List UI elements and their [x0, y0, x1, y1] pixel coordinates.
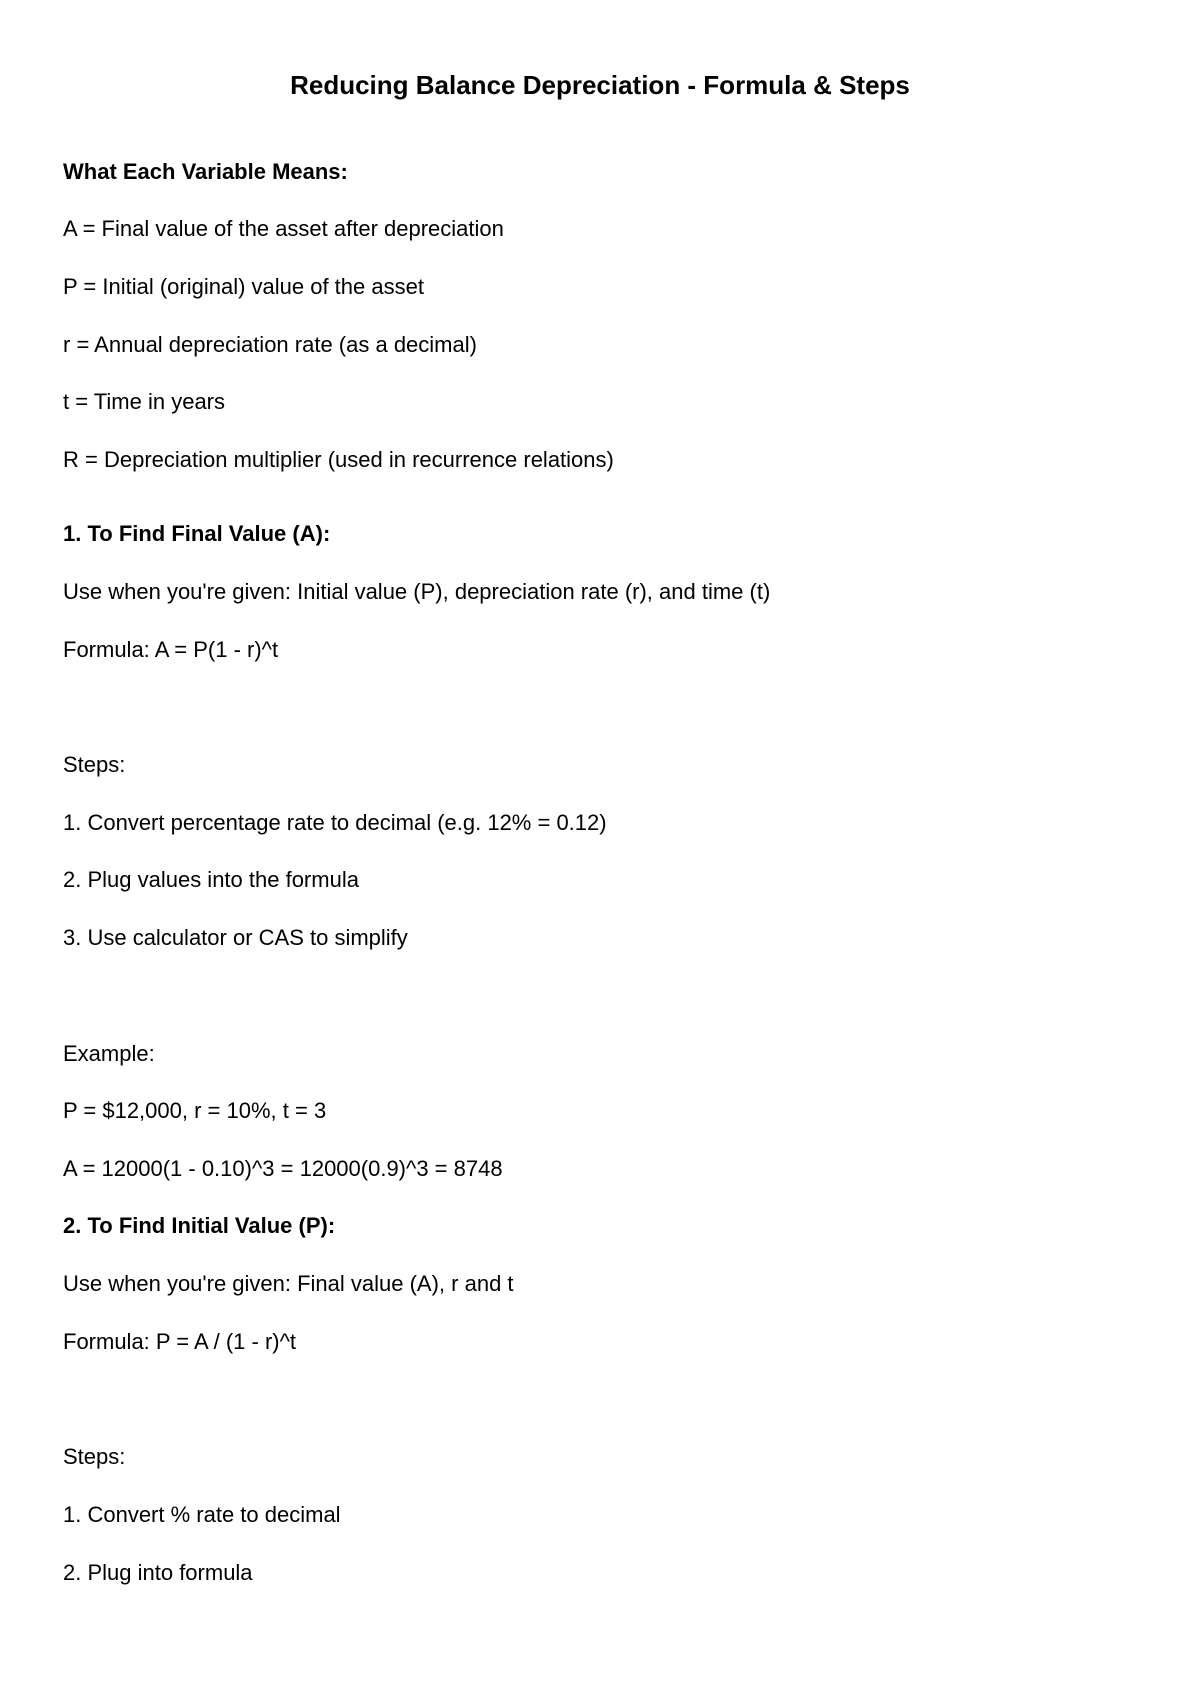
- section2-formula: Formula: P = A / (1 - r)^t: [63, 1329, 297, 1354]
- section1-example-calculation: A = 12000(1 - 0.10)^3 = 12000(0.9)^3 = 8748: [63, 1156, 503, 1181]
- section1-formula: Formula: A = P(1 - r)^t: [63, 637, 279, 662]
- section1-step-2: 2. Plug values into the formula: [63, 867, 359, 892]
- page-title: Reducing Balance Depreciation - Formula & Steps: [290, 70, 910, 100]
- section1-step-3: 3. Use calculator or CAS to simplify: [63, 925, 408, 950]
- variables-heading: What Each Variable Means:: [63, 159, 348, 184]
- section1-step-1: 1. Convert percentage rate to decimal (e.g. 12% = 0.12): [63, 810, 607, 835]
- section2-step-1: 1. Convert % rate to decimal: [63, 1502, 341, 1527]
- section1-example-given: P = $12,000, r = 10%, t = 3: [63, 1098, 327, 1123]
- variable-p-definition: P = Initial (original) value of the asset: [63, 274, 424, 299]
- section2-use-when: Use when you're given: Final value (A), r and t: [63, 1271, 514, 1296]
- section2-heading: 2. To Find Initial Value (P):: [63, 1213, 336, 1238]
- variable-multiplier-definition: R = Depreciation multiplier (used in recurrence relations): [63, 447, 614, 472]
- section2-steps-label: Steps:: [63, 1444, 126, 1469]
- section1-use-when: Use when you're given: Initial value (P), depreciation rate (r), and time (t): [63, 579, 771, 604]
- section1-example-label: Example:: [63, 1041, 155, 1066]
- section1-steps-label: Steps:: [63, 752, 126, 777]
- section1-heading: 1. To Find Final Value (A):: [63, 521, 331, 546]
- variable-t-definition: t = Time in years: [63, 389, 226, 414]
- variable-r-definition: r = Annual depreciation rate (as a decimal): [63, 332, 477, 357]
- variable-a-definition: A = Final value of the asset after depreciation: [63, 216, 504, 241]
- section2-step-2: 2. Plug into formula: [63, 1560, 253, 1585]
